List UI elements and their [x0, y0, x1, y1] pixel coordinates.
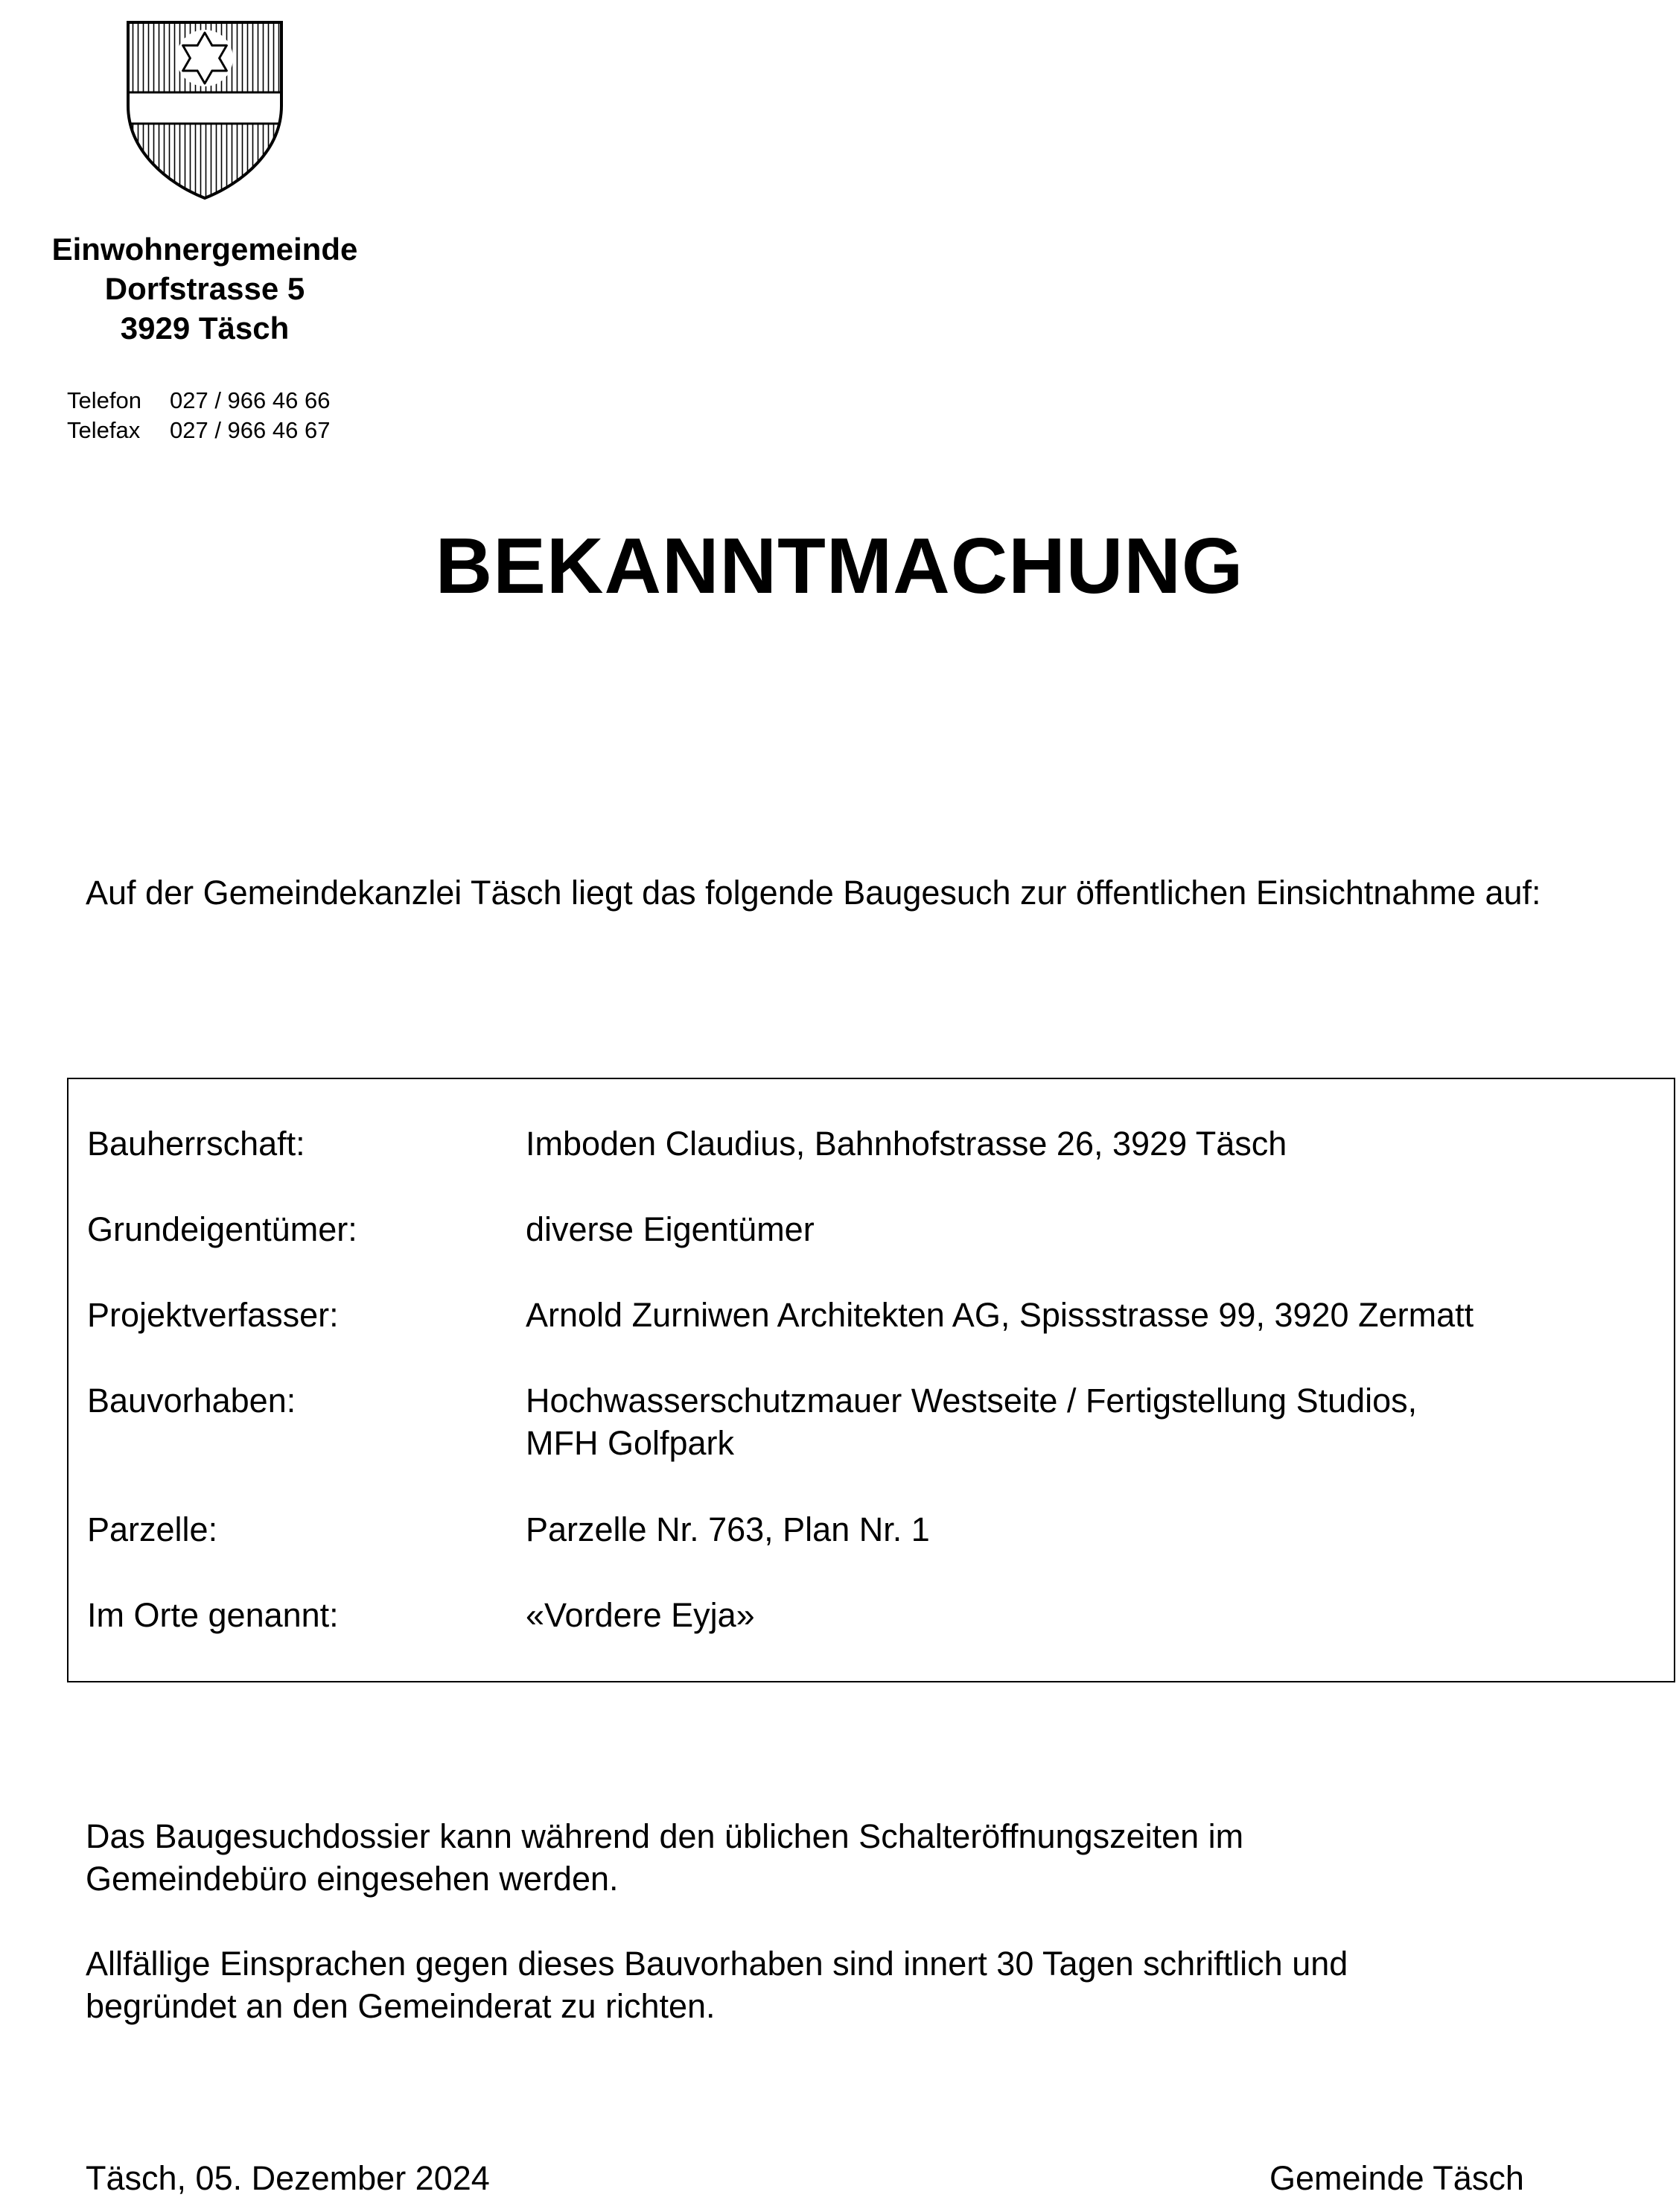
phone-value: 027 / 966 46 66 [170, 387, 331, 413]
paragraph-line: Gemeindebüro eingesehen werden. [86, 1860, 619, 1898]
detail-value: Imboden Claudius, Bahnhofstrasse 26, 3929 Täsch [526, 1125, 1287, 1163]
contact-block [67, 386, 330, 445]
detail-label: Bauvorhaben: [87, 1382, 296, 1420]
fax-row [67, 416, 330, 445]
detail-value: Arnold Zurniwen Architekten AG, Spissstrasse 99, 3920 Zermatt [526, 1296, 1474, 1334]
coat-of-arms-icon [125, 18, 284, 201]
paragraph-line: Allfällige Einsprachen gegen dieses Bauvorhaben sind innert 30 Tagen schriftlich und [86, 1945, 1348, 1983]
paragraph-line: begründet an den Gemeinderat zu richten. [86, 1987, 716, 2025]
detail-label: Grundeigentümer: [87, 1210, 357, 1248]
org-name: Einwohnergemeinde [51, 232, 358, 267]
org-street: Dorfstrasse 5 [104, 271, 305, 306]
fax-label: Telefax [67, 417, 141, 443]
detail-value-line: MFH Golfpark [526, 1424, 735, 1462]
intro-text: Auf der Gemeindekanzlei Täsch liegt das folgende Baugesuch zur öffentlichen Einsichtnahme auf: [86, 874, 1541, 912]
application-details-box [67, 1078, 1675, 1682]
phone-row [67, 386, 330, 416]
org-city: 3929 Täsch [120, 311, 290, 346]
detail-value-line: Hochwasserschutzmauer Westseite / Fertigstellung Studios, [526, 1382, 1418, 1420]
detail-label: Im Orte genannt: [87, 1596, 339, 1634]
place-and-date: Täsch, 05. Dezember 2024 [86, 2159, 490, 2197]
objection-paragraph [86, 1942, 1578, 2027]
dossier-paragraph [86, 1815, 1578, 1900]
detail-value: Parzelle Nr. 763, Plan Nr. 1 [526, 1510, 930, 1548]
detail-label: Parzelle: [87, 1510, 218, 1548]
detail-label: Projektverfasser: [87, 1296, 339, 1334]
fax-value: 027 / 966 46 67 [170, 417, 331, 443]
municipality-address [22, 229, 387, 348]
phone-label: Telefon [67, 387, 141, 413]
document-title: BEKANNTMACHUNG [435, 522, 1244, 610]
detail-label: Bauherrschaft: [87, 1125, 305, 1163]
paragraph-line: Das Baugesuchdossier kann während den üblichen Schalteröffnungszeiten im [86, 1817, 1244, 1855]
signature: Gemeinde Täsch [1269, 2159, 1524, 2197]
detail-value: «Vordere Eyja» [526, 1596, 755, 1634]
detail-value: diverse Eigentümer [526, 1210, 815, 1248]
detail-value [526, 1379, 1659, 1464]
